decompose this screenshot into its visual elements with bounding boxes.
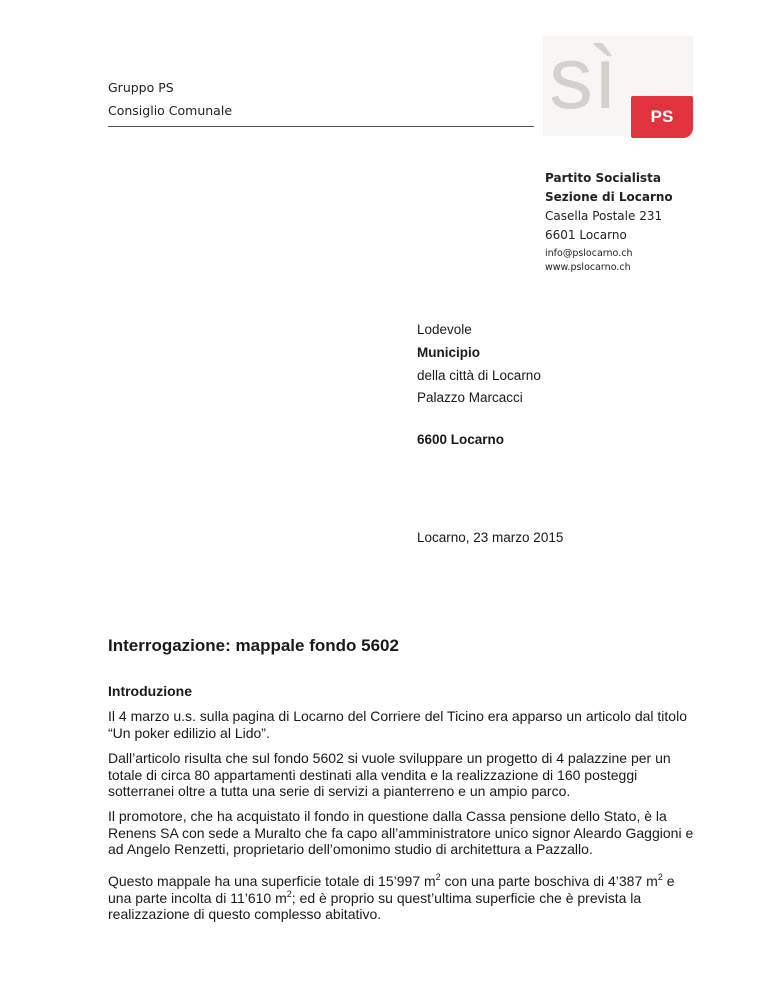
p4-sup-2: 2 (657, 872, 663, 882)
sender-email: info@pslocarno.ch (545, 248, 633, 259)
paragraph-1: Il 4 marzo u.s. sulla pagina di Locarno del Corriere del Ticino era apparso un articolo dal titolo “Un poker edilizio al Lido”. (108, 708, 687, 741)
header-group: Gruppo PS (108, 80, 174, 95)
sender-web: www.pslocarno.ch (545, 262, 631, 273)
section-heading: Introduzione (108, 683, 192, 699)
letter-date: Locarno, 23 marzo 2015 (417, 530, 564, 545)
logo-ps-badge: PS (631, 96, 693, 138)
paragraph-2: Dall’articolo risulta che sul fondo 5602 si vuole sviluppare un progetto di 4 palazzine per un totale di circa 80 appartamenti destinati alla vendita e la realizzazione di 160 posteggi sotterranei oltre a tutta una serie di servizi a pianterreno e un ampio parco. (108, 750, 671, 799)
recipient-salutation: Lodevole (417, 322, 472, 337)
header-council: Consiglio Comunale (108, 103, 233, 118)
paragraph-3: Il promotore, che ha acquistato il fondo in questione dalla Cassa pensione dello Stato, è la Renens SA con sede a Muralto che fa capo all’amministratore unico signor Aleardo Gaggioni e ad Angelo Renzetti, proprietario dell’omonimo studio di architettura a Pazzallo. (108, 808, 694, 857)
p4-part-a: Questo mappale ha una superficie totale di 15’997 m (108, 873, 436, 889)
p4-sup-1: 2 (435, 872, 441, 882)
recipient-line3: della città di Locarno (417, 368, 541, 383)
sender-box: Casella Postale 231 (545, 209, 663, 223)
p4-part-c: e una parte incolta di 11’610 m (108, 873, 675, 906)
document-title: Interrogazione: mappale fondo 5602 (108, 636, 399, 655)
p4-part-b: con una parte boschiva di 4’387 m (440, 873, 658, 889)
logo-si-text: sì (549, 28, 618, 127)
recipient-line4: Palazzo Marcacci (417, 390, 523, 405)
paragraph-4 (108, 873, 698, 923)
sender-section: Sezione di Locarno (545, 190, 673, 204)
recipient-name: Municipio (417, 345, 480, 360)
recipient-city: 6600 Locarno (417, 432, 505, 447)
header-divider (108, 126, 534, 127)
sender-city: 6601 Locarno (545, 228, 627, 242)
p4-sup-3: 2 (286, 888, 292, 899)
sender-name: Partito Socialista (545, 171, 661, 185)
ps-logo (543, 28, 693, 136)
p4-part-d: ; ed è proprio su quest’ultima superficie che è prevista la realizzazione di questo complesso abitativo. (108, 889, 642, 922)
